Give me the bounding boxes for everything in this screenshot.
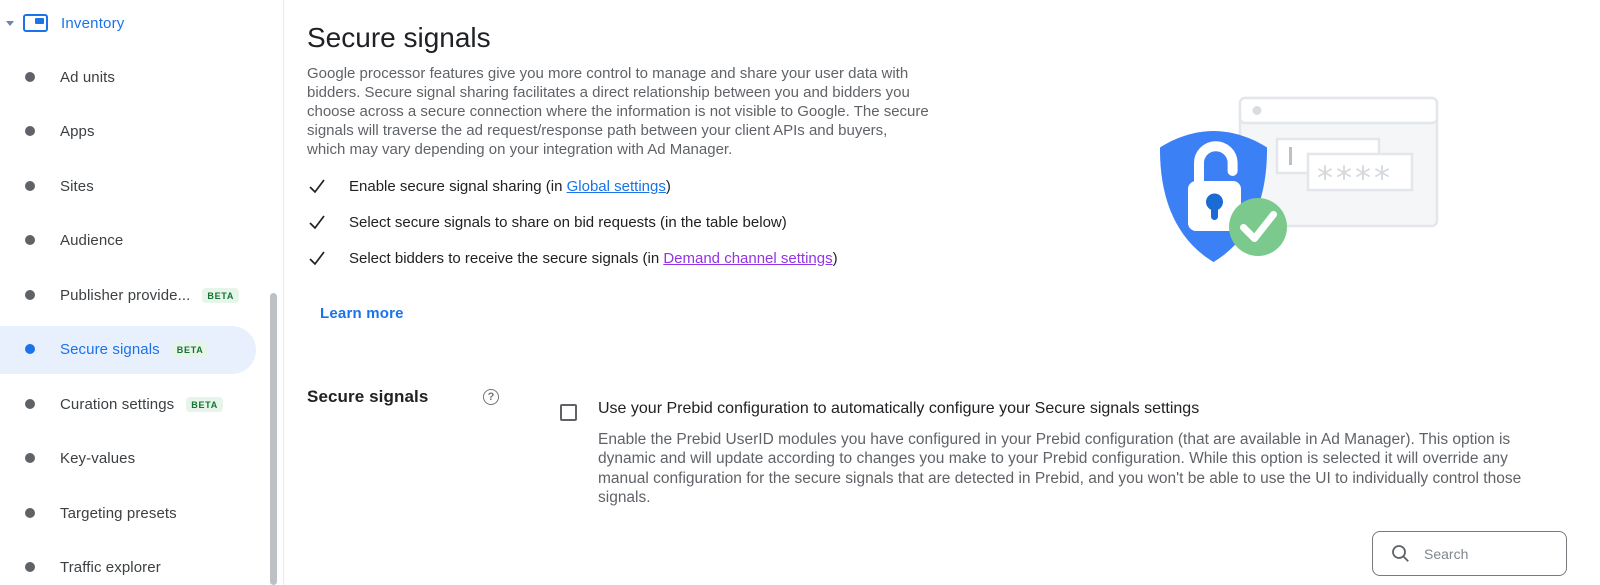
sidebar-item-publisher-provided[interactable]: Publisher provide... BETA bbox=[0, 283, 262, 307]
password-mask-text: **** bbox=[1317, 159, 1393, 197]
bullet-icon bbox=[25, 562, 35, 572]
bullet-icon bbox=[25, 399, 35, 409]
sidebar-item-ad-units[interactable]: Ad units bbox=[0, 65, 262, 89]
search-box bbox=[1372, 531, 1567, 576]
checkmark-badge-icon bbox=[1229, 198, 1287, 256]
sidebar-item-secure-signals[interactable]: Secure signals BETA bbox=[0, 337, 262, 361]
bullet-icon bbox=[25, 453, 35, 463]
prebid-config-checkbox-label: Use your Prebid configuration to automatically configure your Secure signals settings bbox=[598, 400, 1200, 417]
demand-channel-settings-link[interactable]: Demand channel settings bbox=[663, 249, 833, 267]
bullet-icon bbox=[25, 344, 35, 354]
bullet-icon bbox=[25, 72, 35, 82]
beta-badge: BETA bbox=[202, 288, 239, 303]
sidebar-item-key-values[interactable]: Key-values bbox=[0, 446, 262, 470]
section-title: Secure signals bbox=[307, 387, 429, 406]
sidebar-scrollbar[interactable] bbox=[270, 293, 277, 585]
sidebar bbox=[0, 0, 284, 585]
window-dot-icon bbox=[1253, 106, 1262, 115]
check-icon bbox=[307, 176, 327, 196]
search-input[interactable] bbox=[1422, 545, 1552, 563]
search-icon bbox=[1391, 544, 1410, 563]
chevron-down-icon[interactable] bbox=[6, 21, 14, 26]
help-icon[interactable]: ? bbox=[483, 389, 499, 405]
sidebar-item-traffic-explorer[interactable]: Traffic explorer bbox=[0, 555, 262, 579]
sidebar-item-apps[interactable]: Apps bbox=[0, 119, 262, 143]
global-settings-link[interactable]: Global settings bbox=[566, 177, 666, 195]
bullet-icon bbox=[25, 126, 35, 136]
sidebar-item-inventory[interactable] bbox=[0, 9, 284, 37]
checklist-item-select-bidders: Select bidders to receive the secure signals (in Demand channel settings) bbox=[307, 247, 838, 269]
intro-text: Google processor features give you more control to manage and share your user data with bidders. Secure signal sharing facilitates a direct relationship between you and bidders you choose across a secure connection where the information is not visible to Google. The secure signals will traverse the ad request/response path between your client APIs and buyers, which may vary depending on your integration with Ad Manager. bbox=[307, 65, 929, 158]
check-icon bbox=[307, 248, 327, 268]
bullet-icon bbox=[25, 290, 35, 300]
bullet-icon bbox=[25, 181, 35, 191]
sidebar-item-targeting-presets[interactable]: Targeting presets bbox=[0, 501, 262, 525]
sidebar-item-audience[interactable]: Audience bbox=[0, 228, 262, 252]
inventory-icon bbox=[23, 14, 48, 32]
sidebar-item-curation-settings[interactable]: Curation settings BETA bbox=[0, 392, 262, 416]
secure-signals-illustration bbox=[1130, 85, 1450, 270]
prebid-config-checkbox[interactable] bbox=[560, 404, 577, 421]
bullet-icon bbox=[25, 508, 35, 518]
learn-more-link[interactable]: Learn more bbox=[320, 305, 404, 322]
page-title: Secure signals bbox=[307, 22, 491, 53]
beta-badge: BETA bbox=[172, 342, 209, 357]
bullet-icon bbox=[25, 235, 35, 245]
sidebar-item-sites[interactable]: Sites bbox=[0, 174, 262, 198]
check-icon bbox=[307, 212, 327, 232]
text-cursor bbox=[1289, 147, 1292, 165]
sidebar-root-label: Inventory bbox=[61, 14, 125, 32]
checklist-item-select-signals: Select secure signals to share on bid requests (in the table below) bbox=[307, 211, 787, 233]
checklist-item-enable-sharing: Enable secure signal sharing (in Global settings) bbox=[307, 175, 671, 197]
beta-badge: BETA bbox=[186, 397, 223, 412]
prebid-config-description: Enable the Prebid UserID modules you have configured in your Prebid configuration (that are available in Ad Manager). This option is dynamic and will update according to changes you make to your Prebid configuration. While this option is selected it will override any manual configuration for the secure signals that are detected in Prebid, and you won't be able to use the UI to individually control those signals. bbox=[598, 431, 1522, 506]
